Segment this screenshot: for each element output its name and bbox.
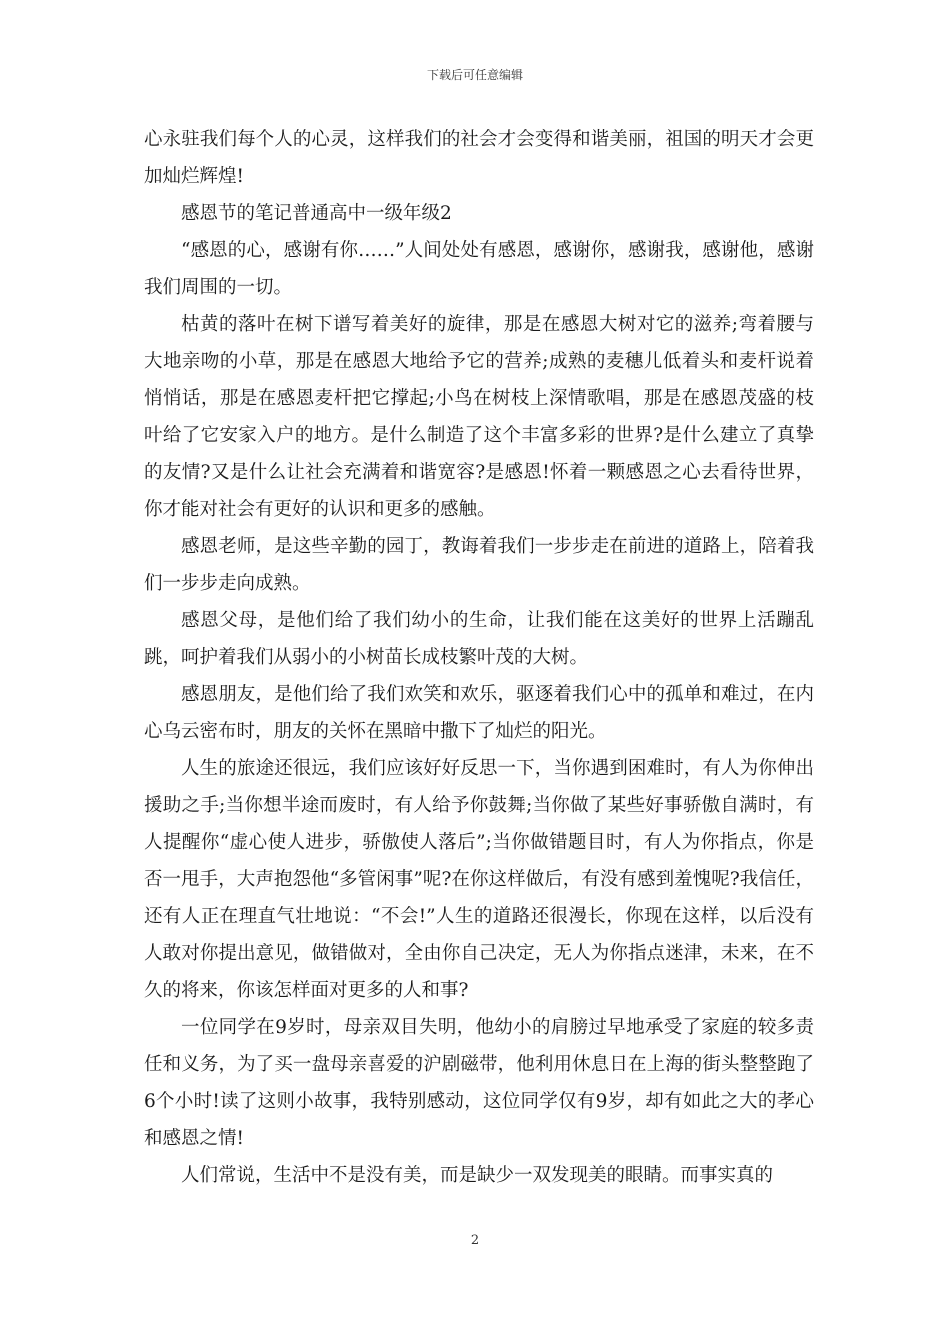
paragraph: 心永驻我们每个人的心灵，这样我们的社会才会变得和谐美丽，祖国的明天才会更加灿烂辉煌! bbox=[144, 129, 814, 187]
paragraph: 枯黄的落叶在树下谱写着美好的旋律，那是在感恩大树对它的滋养;弯着腰与大地亲吻的小草，那是在感恩大地给予它的营养;成熟的麦穗儿低着头和麦杆说着悄悄话，那是在感恩麦杆把它撑起;小鸟在树枝上深情歌唱，那是在感恩茂盛的枝叶给了它安家入户的地方。是什么制造了这个丰富多彩的世界?是什么建立了真挚的友情?又是什么让社会充满着和谐宽容?是感恩!怀着一颗感恩之心去看待世界，你才能对社会有更好的认识和更多的感触。 bbox=[144, 314, 814, 520]
body-text bbox=[144, 121, 814, 1194]
section-heading: 感恩节的笔记普通高中一级年级2 bbox=[181, 203, 452, 224]
paragraph: 人生的旅途还很远，我们应该好好反思一下，当你遇到困难时，有人为你伸出援助之手;当你想半途而废时，有人给予你鼓舞;当你做了某些好事骄傲自满时，有人提醒你“虚心使人进步，骄傲使人落后”;当你做错题目时，有人为你指点，你是否一甩手，大声抱怨他“多管闲事”呢?在你这样做后，有没有感到羞愧呢?我信任，还有人正在理直气壮地说：“不会!”人生的道路还很漫长，你现在这样，以后没有人敢对你提出意见，做错做对，全由你自己决定，无人为你指点迷津，未来，在不久的将来，你该怎样面对更多的人和事? bbox=[144, 758, 814, 1001]
paragraph: 一位同学在9岁时，母亲双目失明，他幼小的肩膀过早地承受了家庭的较多责任和义务，为了买一盘母亲喜爱的沪剧磁带，他利用休息日在上海的街头整整跑了6个小时!读了这则小故事，我特别感动，这位同学仅有9岁，却有如此之大的孝心和感恩之情! bbox=[144, 1017, 814, 1149]
page-header: 下载后可任意编辑 bbox=[426, 68, 523, 82]
paragraph: 感恩老师，是这些辛勤的园丁，教诲着我们一步步走在前进的道路上，陪着我们一步步走向成熟。 bbox=[144, 536, 814, 594]
paragraph: 感恩朋友，是他们给了我们欢笑和欢乐，驱逐着我们心中的孤单和难过，在内心乌云密布时，朋友的关怀在黑暗中撒下了灿烂的阳光。 bbox=[144, 684, 814, 742]
paragraph: 人们常说，生活中不是没有美，而是缺少一双发现美的眼睛。而事实真的 bbox=[181, 1165, 774, 1186]
paragraph: “感恩的心，感谢有你……”人间处处有感恩，感谢你，感谢我，感谢他，感谢我们周围的一切。 bbox=[144, 240, 814, 298]
paragraph: 感恩父母，是他们给了我们幼小的生命，让我们能在这美好的世界上活蹦乱跳，呵护着我们从弱小的小树苗长成枝繁叶茂的大树。 bbox=[144, 610, 814, 668]
page-number: 2 bbox=[470, 1233, 480, 1248]
